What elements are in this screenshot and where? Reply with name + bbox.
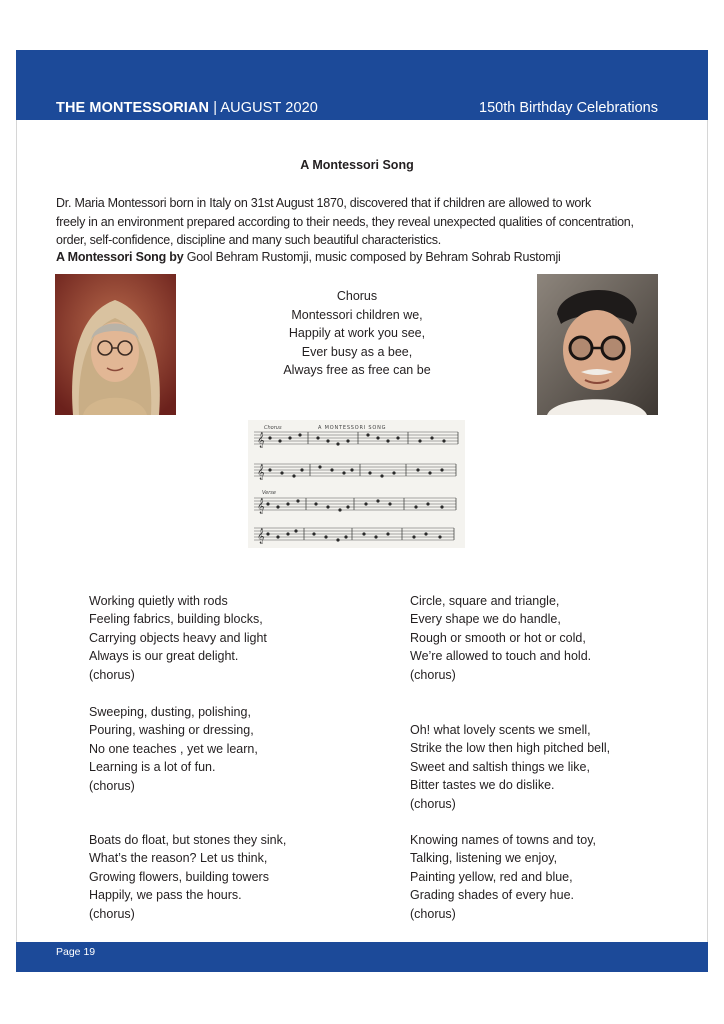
verse-line: No one teaches , yet we learn, [89,741,258,756]
verse-line: What’s the reason? Let us think, [89,851,268,866]
publication-name: THE MONTESSORIAN [56,100,210,116]
verse-line: Happily, we pass the hours. [89,888,242,903]
verse-line: Always is our great delight. [89,649,239,664]
intro-line: freely in an environment prepared according to their needs, they reveal unexpected qualities of concentration, [56,214,634,229]
section-title: 150th Birthday Celebrations [479,100,658,116]
verse-line: (chorus) [89,906,135,921]
verse-line: Grading shades of every hue. [410,888,574,903]
issue-date: AUGUST 2020 [220,100,318,116]
byline-label: A Montessori Song by [56,250,184,264]
verse-line: Sweet and saltish things we like, [410,759,590,774]
sheet-music-image [248,420,465,548]
verse-line: Talking, listening we enjoy, [410,851,558,866]
byline-credits: Gool Behram Rustomji, music composed by Behram Sohrab Rustomji [183,250,561,264]
verse-line: Growing flowers, building towers [89,869,269,884]
svg-text:𝄞: 𝄞 [257,499,265,514]
verse-line: (chorus) [410,906,456,921]
verse-6 [410,831,710,923]
composer-photo [537,274,658,415]
intro-line: Dr. Maria Montessori born in Italy on 31st August 1870, discovered that if children are allowed to work [56,196,591,210]
verse-4 [410,721,710,813]
intro-paragraph [56,194,666,250]
verse-1 [89,592,389,684]
verse-line: Knowing names of towns and toy, [410,833,596,847]
verse-3 [89,703,389,795]
verse-line: Learning is a lot of fun. [89,760,216,775]
chorus-line: Ever busy as a bee, [301,344,413,359]
verse-line: (chorus) [89,667,135,682]
footer-bar [16,942,708,972]
verse-line: Rough or smooth or hot or cold, [410,630,586,645]
verse-2 [410,592,710,684]
chorus-block [257,287,457,380]
sheet-label-title: A MONTESSORI SONG [318,425,387,431]
frame-border-left [16,120,17,942]
verse-line: Circle, square and triangle, [410,594,560,608]
byline [56,250,561,264]
svg-text:𝄞: 𝄞 [257,465,265,480]
verse-5 [89,831,389,923]
verse-line: Sweeping, dusting, polishing, [89,705,251,719]
verse-line: (chorus) [410,796,456,811]
verse-line: Feeling fabrics, building blocks, [89,612,263,627]
verse-line: (chorus) [410,667,456,682]
chorus-line: Montessori children we, [291,307,423,322]
article-title: A Montessori Song [300,158,414,172]
sheet-label-chorus: Chorus [264,425,282,431]
verse-line: Painting yellow, red and blue, [410,869,573,884]
intro-line: order, self-confidence, discipline and many such beautiful characteristics. [56,233,441,247]
sheet-label-verse: Verse [262,490,276,496]
page-number: Page 19 [56,946,96,958]
verse-line: Carrying objects heavy and light [89,630,267,645]
verse-line: We’re allowed to touch and hold. [410,649,592,664]
verse-line: Pouring, washing or dressing, [89,723,254,738]
header-bar [16,50,708,120]
verse-line: Working quietly with rods [89,594,228,608]
publication-title [56,100,318,116]
svg-text:𝄞: 𝄞 [257,433,265,448]
verse-line: Boats do float, but stones they sink, [89,833,287,847]
verse-line: (chorus) [89,778,135,793]
svg-text:𝄞: 𝄞 [257,529,265,544]
verse-line: Strike the low then high pitched bell, [410,741,611,756]
chorus-line: Always free as free can be [283,363,431,377]
verse-line: Oh! what lovely scents we smell, [410,723,591,737]
header-separator: | [209,100,221,116]
chorus-heading: Chorus [336,289,378,303]
verse-line: Bitter tastes we do dislike. [410,778,555,793]
chorus-line: Happily at work you see, [288,326,426,340]
frame-border-right [707,120,708,942]
author-photo [55,274,176,415]
verse-line: Every shape we do handle, [410,612,561,627]
